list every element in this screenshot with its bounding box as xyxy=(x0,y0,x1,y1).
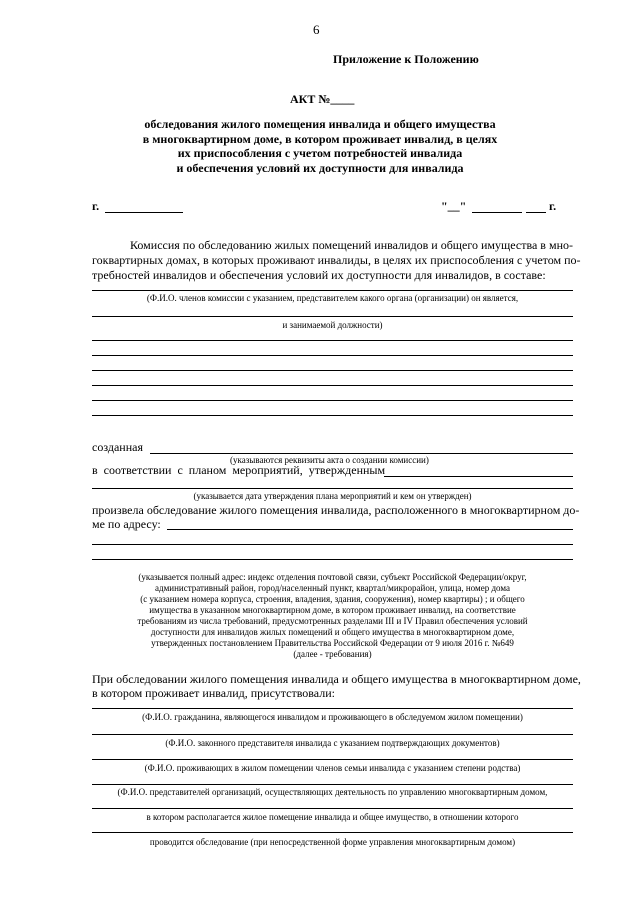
address-note-line: (далее - требования) xyxy=(293,649,372,659)
address-line xyxy=(92,559,573,560)
city-blank xyxy=(105,212,183,213)
address-note-line: (указывается полный адрес: индекс отделения почтовой связи, субъект Российской Федерации/округ, xyxy=(138,572,527,582)
present-line: в котором проживает инвалид, присутствовали: xyxy=(92,686,335,700)
member-line xyxy=(92,340,573,341)
present-note: (Ф.И.О. гражданина, являющегося инвалидом и проживающего в обследуемом жилом помещении) xyxy=(142,712,523,722)
member-line xyxy=(92,385,573,386)
members-note: (Ф.И.О. членов комиссии с указанием, представителем какого органа (организации) он является, xyxy=(146,293,519,303)
present-note: в котором располагается жилое помещение инвалида и общее имущество, в отношении которого xyxy=(146,812,519,822)
present-note: (Ф.И.О. представителей организаций, осуществляющих деятельность по управлению многоквартирным домом, xyxy=(117,787,548,797)
plan-label: в соответствии с планом мероприятий, утвержденным xyxy=(92,463,386,477)
present-blank xyxy=(92,808,573,809)
present-note: проводится обследование (при непосредственной форме управления многоквартирным домом) xyxy=(149,837,516,847)
created-note: (указываются реквизиты акта о создании комиссии) xyxy=(230,455,429,465)
subtitle-line: обследования жилого помещения инвалида и общего имущества xyxy=(144,117,496,131)
address-note-line: имущества в указанном многоквартирном доме, в котором проживает инвалид, на соответствие xyxy=(149,605,516,615)
address-note-line: утвержденных постановлением Правительства Российской Федерации от 9 июля 2016 г. №649 xyxy=(151,638,514,648)
plan-blank xyxy=(384,476,573,477)
date-day: "__" xyxy=(441,199,467,213)
address-note-line: доступности для инвалидов жилых помещений и общего имущества в многоквартирном доме, xyxy=(150,627,515,637)
subtitle-line: в многоквартирном доме, в котором проживает инвалид, в целях xyxy=(142,132,498,146)
present-blank xyxy=(92,784,573,785)
member-line xyxy=(92,415,573,416)
survey-line: произвела обследование жилого помещения инвалида, расположенного в многоквартирном до- xyxy=(92,503,580,517)
act-title: АКТ №____ xyxy=(290,92,355,106)
date-year-blank xyxy=(526,212,546,213)
address-note-line: требованиям из числа требований, предусмотренных разделами III и IV Правил обеспечения условий xyxy=(137,616,528,626)
plan-line xyxy=(92,488,573,489)
survey-line: ме по адресу: xyxy=(92,517,161,531)
date-month-blank xyxy=(472,212,522,213)
appendix-label: Приложение к Положению xyxy=(333,52,479,66)
address-line xyxy=(92,544,573,545)
member-line xyxy=(92,316,573,317)
subtitle-line: и обеспечения условий их доступности для инвалида xyxy=(176,161,464,175)
address-note-line: (с указанием номера корпуса, строения, владения, здания, сооружения), номер квартиры) ; и общего xyxy=(140,594,525,604)
plan-note: (указывается дата утверждения плана мероприятий и кем он утвержден) xyxy=(193,491,472,501)
city-prefix: г. xyxy=(92,199,100,213)
present-line: При обследовании жилого помещения инвалида и общего имущества в многоквартирном доме, xyxy=(92,672,581,686)
subtitle-line: их приспособления с учетом потребностей инвалида xyxy=(177,146,463,160)
address-blank xyxy=(167,529,573,530)
address-note-line: административный район, город/населенный пункт, квартал/микрорайон, улица, номер дома xyxy=(155,583,510,593)
present-blank xyxy=(92,734,573,735)
member-line xyxy=(92,290,573,291)
created-label: созданная xyxy=(92,440,143,454)
present-blank xyxy=(92,708,573,709)
present-note: (Ф.И.О. законного представителя инвалида с указанием подтверждающих документов) xyxy=(165,738,500,748)
member-line xyxy=(92,370,573,371)
created-blank xyxy=(150,453,573,454)
members-note: и занимаемой должности) xyxy=(282,320,383,330)
intro-line: требностей инвалидов и обеспечения условий их доступности для инвалидов, в составе: xyxy=(92,268,546,282)
intro-line: гоквартирных домах, в которых проживают инвалиды, в целях их приспособления с учетом по- xyxy=(92,253,581,267)
date-suffix: г. xyxy=(549,199,557,213)
member-line xyxy=(92,400,573,401)
present-note: (Ф.И.О. проживающих в жилом помещении членов семьи инвалида с указанием степени родства) xyxy=(144,763,521,773)
present-blank xyxy=(92,759,573,760)
page-number: 6 xyxy=(313,22,320,37)
present-blank xyxy=(92,832,573,833)
member-line xyxy=(92,355,573,356)
intro-line: Комиссия по обследованию жилых помещений инвалидов и общего имущества в мно- xyxy=(130,238,573,252)
